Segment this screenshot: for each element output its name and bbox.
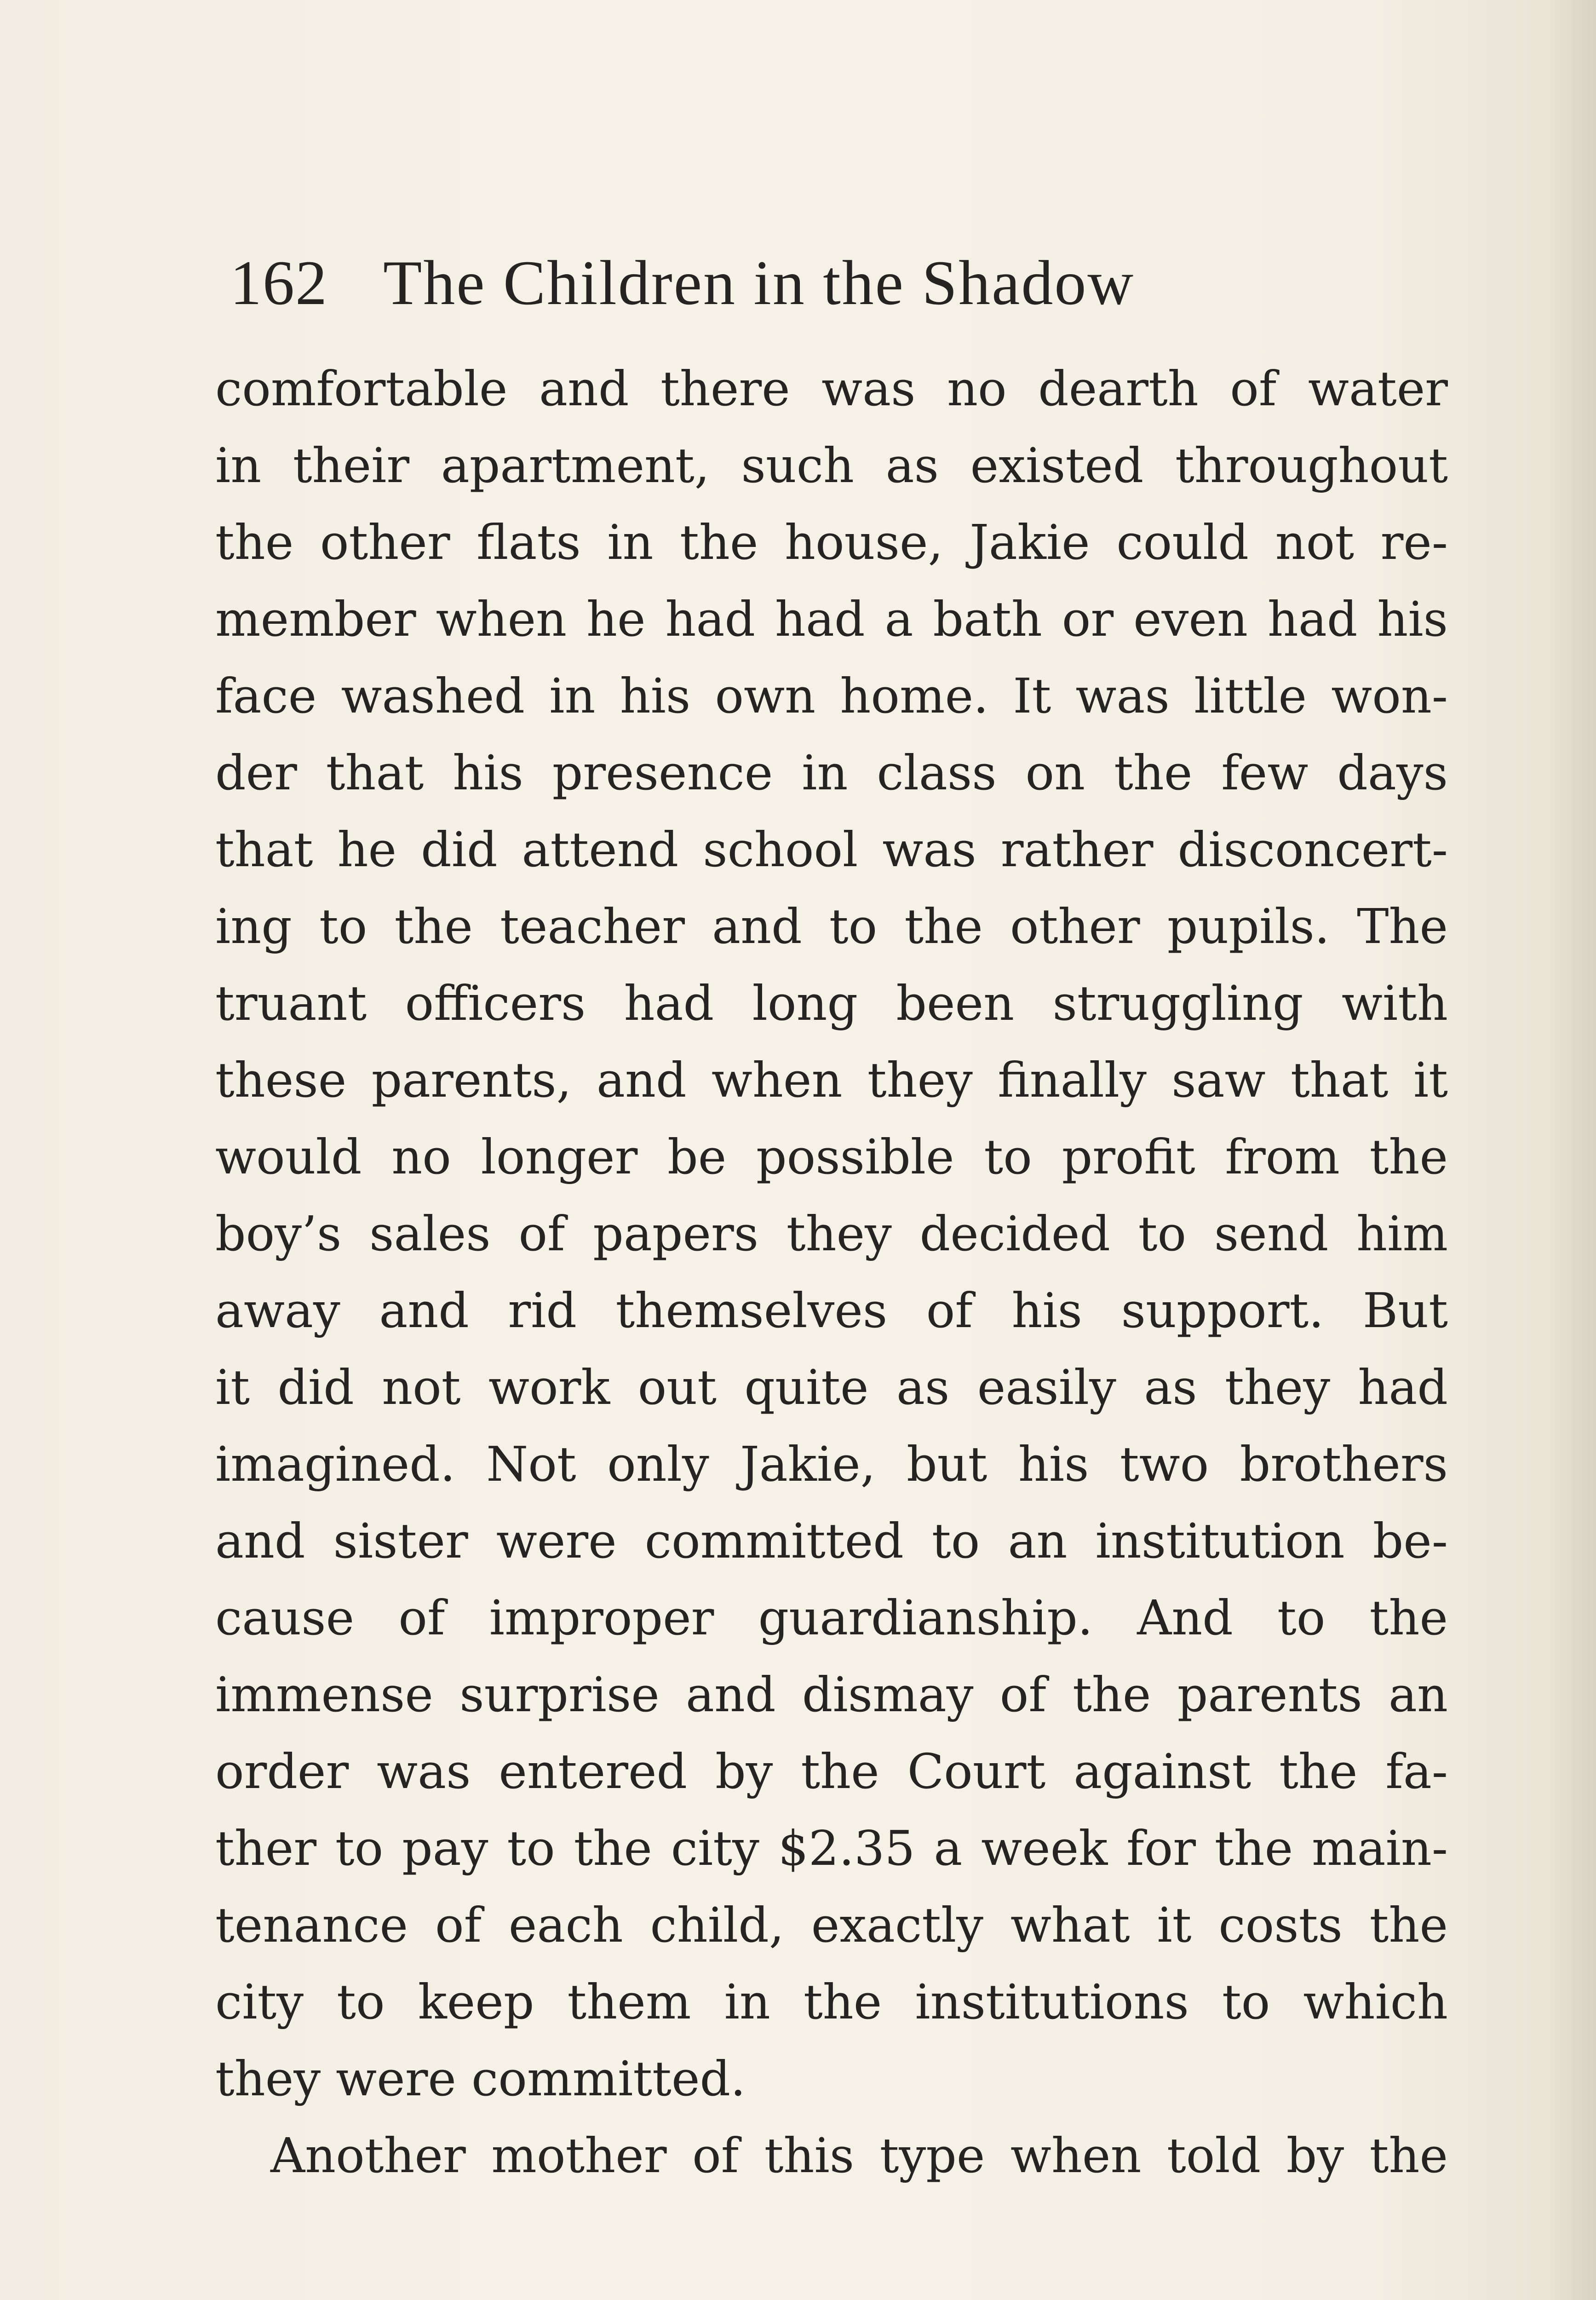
text-line: they were committed. bbox=[215, 2051, 746, 2107]
text-line: member when he had had a bath or even had his bbox=[215, 591, 1448, 647]
text-line: cause of improper guardianship. And to the bbox=[215, 1590, 1448, 1646]
text-line: comfortable and there was no dearth of water bbox=[215, 361, 1448, 417]
text-line: order was entered by the Court against the fa- bbox=[215, 1743, 1448, 1800]
text-line: face washed in his own home. It was little won- bbox=[215, 668, 1448, 724]
text-line: ing to the teacher and to the other pupils. The bbox=[215, 898, 1448, 954]
text-line: the other flats in the house, Jakie could not re- bbox=[215, 514, 1448, 570]
text-line: city to keep them in the institutions to which bbox=[215, 1974, 1448, 2030]
text-line-paragraph-start: Another mother of this type when told by the bbox=[270, 2128, 1448, 2184]
page-number: 162 bbox=[230, 247, 328, 318]
text-line: it did not work out quite as easily as they had bbox=[215, 1359, 1448, 1415]
body-text bbox=[215, 351, 1448, 2194]
text-line: away and rid themselves of his support. But bbox=[215, 1282, 1448, 1339]
text-line: tenance of each child, exactly what it costs the bbox=[215, 1897, 1448, 1953]
text-line: in their apartment, such as existed throughout bbox=[215, 437, 1448, 494]
text-line: imagined. Not only Jakie, but his two brothers bbox=[215, 1436, 1448, 1492]
text-line: would no longer be possible to profit from the bbox=[215, 1129, 1448, 1185]
text-line: that he did attend school was rather disconcert- bbox=[215, 822, 1448, 878]
text-line: truant officers had long been struggling with bbox=[215, 975, 1448, 1031]
text-line: der that his presence in class on the few days bbox=[215, 745, 1448, 801]
text-line: these parents, and when they finally saw that it bbox=[215, 1052, 1448, 1108]
running-header bbox=[230, 244, 1472, 322]
text-line: immense surprise and dismay of the parents an bbox=[215, 1667, 1448, 1723]
text-line: boy’s sales of papers they decided to send him bbox=[215, 1206, 1448, 1262]
running-title: The Children in the Shadow bbox=[383, 247, 1135, 318]
text-line: and sister were committed to an institution be- bbox=[215, 1513, 1448, 1569]
text-line: ther to pay to the city $2.35 a week for the main- bbox=[215, 1820, 1448, 1876]
